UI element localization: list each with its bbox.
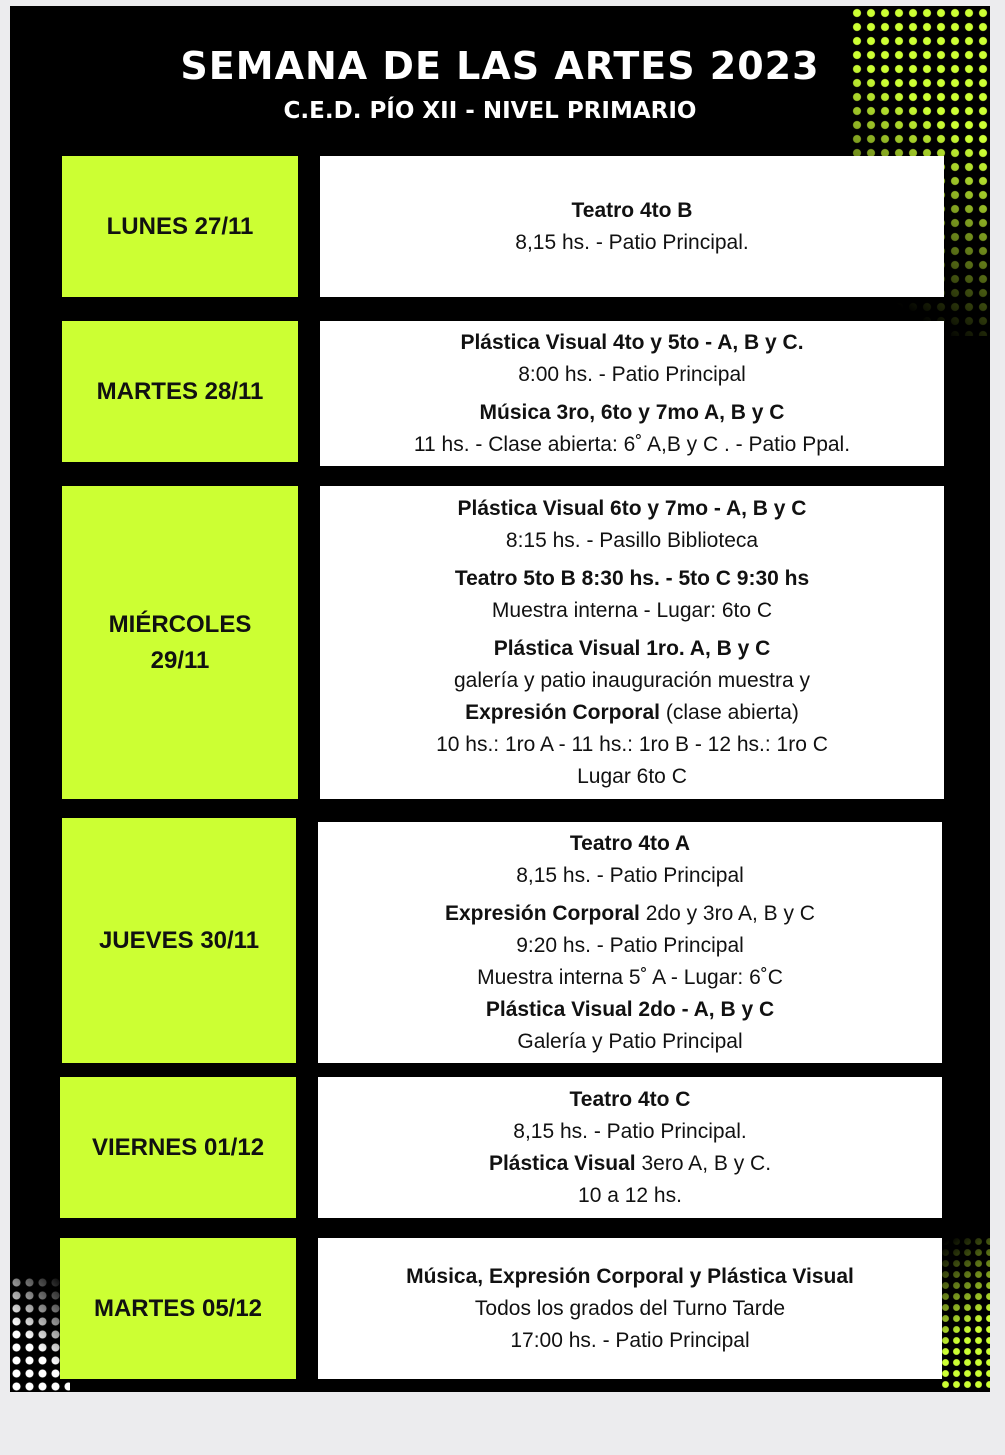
event-info: Muestra interna 5˚ A - Lugar: 6˚C xyxy=(477,965,783,989)
event-line xyxy=(460,327,803,359)
event-line xyxy=(480,397,785,429)
event-info: 8,15 hs. - Patio Principal. xyxy=(513,1119,747,1143)
event-info: 10 a 12 hs. xyxy=(578,1183,682,1207)
event-details xyxy=(318,822,942,1063)
event-info: 3ero A, B y C. xyxy=(635,1151,772,1175)
event-info: Lugar 6to C xyxy=(577,764,687,788)
event-info: 8,15 hs. - Patio Principal xyxy=(516,863,744,887)
event-info: 9:20 hs. - Patio Principal xyxy=(516,933,744,957)
event-line xyxy=(572,195,693,227)
event-line xyxy=(455,563,809,595)
event-heading: Teatro 4to A xyxy=(569,831,691,855)
day-label: LUNES 27/11 xyxy=(62,156,298,297)
event-heading: Música, Expresión Corporal y Plástica Visual xyxy=(406,1264,854,1288)
event-heading: Plástica Visual 4to y 5to - A, B y C. xyxy=(460,330,804,354)
event-line xyxy=(510,1325,749,1357)
schedule-list xyxy=(10,6,990,1392)
event-info: 8:15 hs. - Pasillo Biblioteca xyxy=(505,528,759,552)
event-line xyxy=(518,359,746,391)
event-heading: Expresión Corporal xyxy=(445,901,640,925)
day-label: MARTES 28/11 xyxy=(62,321,298,462)
event-line xyxy=(494,633,771,665)
event-line xyxy=(513,1116,746,1148)
event-line xyxy=(570,828,690,860)
event-details xyxy=(320,486,944,799)
event-info: 11 hs. - Clase abierta: 6˚ A,B y C . - Patio Ppal. xyxy=(413,432,851,456)
poster xyxy=(10,6,990,1392)
event-info: Galería y Patio Principal xyxy=(517,1029,743,1053)
event-info: 8:00 hs. - Patio Principal xyxy=(518,362,746,386)
poster-subtitle: C.E.D. PÍO XII - NIVEL PRIMARIO xyxy=(283,98,697,124)
event-heading: Plástica Visual 1ro. A, B y C xyxy=(493,636,771,660)
day-label: VIERNES 01/12 xyxy=(60,1077,296,1218)
event-info: galería y patio inauguración muestra y xyxy=(453,668,811,692)
event-line xyxy=(489,1148,771,1180)
event-info: Todos los grados del Turno Tarde xyxy=(474,1296,786,1320)
event-line xyxy=(445,898,815,930)
event-info: 10 hs.: 1ro A - 11 hs.: 1ro B - 12 hs.: 1ro C xyxy=(436,732,828,756)
event-details xyxy=(320,321,944,466)
event-line xyxy=(516,860,744,892)
day-label: MARTES 05/12 xyxy=(60,1238,296,1379)
event-line xyxy=(454,665,810,697)
day-label: JUEVES 30/11 xyxy=(62,818,296,1063)
event-info: Muestra interna - Lugar: 6to C xyxy=(491,598,773,622)
event-heading: Plástica Visual xyxy=(488,1151,636,1175)
event-line xyxy=(477,962,783,994)
event-info: 2do y 3ro A, B y C xyxy=(639,901,815,925)
event-line xyxy=(506,525,758,557)
event-line xyxy=(465,697,799,729)
event-heading: Expresión Corporal xyxy=(465,700,660,724)
event-heading: Teatro 5to B 8:30 hs. - 5to C 9:30 hs xyxy=(454,566,810,590)
event-details xyxy=(318,1238,942,1379)
event-line xyxy=(414,429,850,461)
event-info: 17:00 hs. - Patio Principal xyxy=(510,1328,750,1352)
event-info: (clase abierta) xyxy=(660,700,799,724)
event-line xyxy=(516,930,744,962)
event-details xyxy=(320,156,944,297)
event-heading: Plástica Visual 2do - A, B y C xyxy=(485,997,775,1021)
event-line xyxy=(577,761,687,793)
event-line xyxy=(406,1261,854,1293)
event-line xyxy=(436,729,828,761)
event-line xyxy=(517,1026,742,1058)
event-heading: Teatro 4to B xyxy=(571,198,693,222)
event-line xyxy=(492,595,772,627)
event-line xyxy=(570,1084,691,1116)
event-line xyxy=(475,1293,785,1325)
event-info: 8,15 hs. - Patio Principal. xyxy=(515,230,749,254)
day-label: MIÉRCOLES 29/11 xyxy=(62,486,298,799)
event-details xyxy=(318,1077,942,1218)
event-heading: Plástica Visual 6to y 7mo - A, B y C xyxy=(457,496,807,520)
event-line xyxy=(486,994,774,1026)
event-line xyxy=(515,227,748,259)
event-line xyxy=(578,1180,682,1212)
event-heading: Teatro 4to C xyxy=(569,1087,691,1111)
event-line xyxy=(458,493,807,525)
poster-title: SEMANA DE LAS ARTES 2023 xyxy=(180,44,820,88)
event-heading: Música 3ro, 6to y 7mo A, B y C xyxy=(479,400,785,424)
